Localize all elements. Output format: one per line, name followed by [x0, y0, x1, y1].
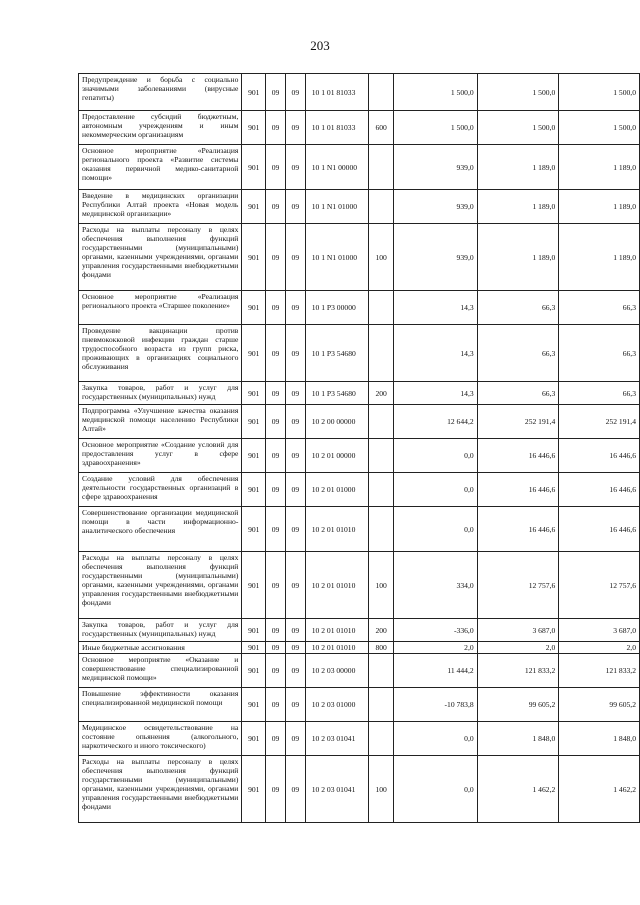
table-row	[79, 405, 640, 439]
cell-amount-3: 1 848,0	[559, 722, 640, 756]
cell-name: Подпрограмма «Улучшение качества оказания медицинской помощи населению Республики Алтай»	[79, 405, 242, 439]
cell-subsection: 09	[285, 291, 305, 325]
cell-target-article: 10 2 00 00000	[305, 405, 369, 439]
table-row	[79, 382, 640, 405]
cell-amount-2: 1 848,0	[477, 722, 559, 756]
cell-section: 09	[266, 688, 286, 722]
cell-expense-type: 800	[369, 642, 394, 654]
cell-admin-code: 901	[242, 642, 266, 654]
cell-amount-1: 12 644,2	[394, 405, 478, 439]
cell-amount-1: 0,0	[394, 756, 478, 823]
cell-amount-1: 14,3	[394, 291, 478, 325]
cell-admin-code: 901	[242, 722, 266, 756]
cell-subsection: 09	[285, 439, 305, 473]
cell-amount-1: 939,0	[394, 145, 478, 190]
cell-name: Иные бюджетные ассигнования	[79, 642, 242, 654]
cell-name: Основное мероприятие «Оказание и совершенствование специализированной медицинской помощи»	[79, 654, 242, 688]
cell-expense-type: 100	[369, 552, 394, 619]
cell-target-article: 10 1 01 81033	[305, 111, 369, 145]
cell-admin-code: 901	[242, 654, 266, 688]
cell-amount-2: 1 189,0	[477, 145, 559, 190]
cell-section: 09	[266, 325, 286, 382]
table-row	[79, 145, 640, 190]
table-row	[79, 552, 640, 619]
cell-section: 09	[266, 224, 286, 291]
cell-section: 09	[266, 405, 286, 439]
cell-section: 09	[266, 722, 286, 756]
cell-admin-code: 901	[242, 325, 266, 382]
cell-amount-1: 334,0	[394, 552, 478, 619]
cell-expense-type	[369, 473, 394, 507]
cell-admin-code: 901	[242, 756, 266, 823]
cell-section: 09	[266, 111, 286, 145]
cell-amount-3: 16 446,6	[559, 473, 640, 507]
cell-amount-3: 252 191,4	[559, 405, 640, 439]
table-row	[79, 619, 640, 642]
cell-amount-1: 0,0	[394, 507, 478, 552]
cell-amount-1: 14,3	[394, 325, 478, 382]
cell-amount-3: 1 189,0	[559, 190, 640, 224]
cell-expense-type	[369, 291, 394, 325]
cell-name: Введение в медицинских организации Республики Алтай проекта «Новая модель медицинской организации»	[79, 190, 242, 224]
cell-admin-code: 901	[242, 405, 266, 439]
cell-section: 09	[266, 507, 286, 552]
cell-section: 09	[266, 382, 286, 405]
cell-name: Основное мероприятие «Создание условий для предоставления услуг в сфере здравоохранения»	[79, 439, 242, 473]
table-row	[79, 642, 640, 654]
cell-name: Расходы на выплаты персоналу в целях обеспечения выполнения функций государственными (муниципальными) органами, казенными учреждениями, органами управления государственными внебюджетными фондами	[79, 552, 242, 619]
cell-amount-2: 16 446,6	[477, 473, 559, 507]
cell-target-article: 10 2 01 01010	[305, 507, 369, 552]
cell-amount-2: 1 500,0	[477, 111, 559, 145]
cell-section: 09	[266, 291, 286, 325]
cell-admin-code: 901	[242, 145, 266, 190]
cell-amount-3: 1 500,0	[559, 74, 640, 111]
cell-admin-code: 901	[242, 473, 266, 507]
cell-subsection: 09	[285, 405, 305, 439]
cell-target-article: 10 2 01 01010	[305, 642, 369, 654]
cell-amount-2: 66,3	[477, 325, 559, 382]
budget-table-body	[79, 74, 640, 823]
cell-amount-2: 66,3	[477, 291, 559, 325]
cell-amount-2: 16 446,6	[477, 439, 559, 473]
cell-amount-3: 2,0	[559, 642, 640, 654]
cell-expense-type	[369, 325, 394, 382]
cell-amount-1: -10 783,8	[394, 688, 478, 722]
cell-admin-code: 901	[242, 190, 266, 224]
cell-name: Основное мероприятие «Реализация регионального проекта «Развитие системы оказания первичной медико-санитарной помощи»	[79, 145, 242, 190]
cell-target-article: 10 1 N1 01000	[305, 224, 369, 291]
budget-table	[78, 73, 640, 823]
cell-expense-type	[369, 688, 394, 722]
cell-amount-1: 0,0	[394, 439, 478, 473]
cell-admin-code: 901	[242, 224, 266, 291]
cell-section: 09	[266, 552, 286, 619]
table-row	[79, 473, 640, 507]
cell-amount-2: 252 191,4	[477, 405, 559, 439]
cell-target-article: 10 2 01 01010	[305, 619, 369, 642]
cell-amount-1: 1 500,0	[394, 74, 478, 111]
cell-expense-type: 600	[369, 111, 394, 145]
cell-name: Предупреждение и борьба с социально значимыми заболеваниями (вирусные гепатиты)	[79, 74, 242, 111]
cell-target-article: 10 1 P3 54680	[305, 382, 369, 405]
cell-expense-type	[369, 439, 394, 473]
cell-section: 09	[266, 619, 286, 642]
cell-subsection: 09	[285, 224, 305, 291]
cell-subsection: 09	[285, 145, 305, 190]
cell-admin-code: 901	[242, 439, 266, 473]
cell-amount-3: 1 189,0	[559, 224, 640, 291]
page-number: 203	[310, 38, 330, 53]
cell-admin-code: 901	[242, 291, 266, 325]
cell-admin-code: 901	[242, 382, 266, 405]
cell-amount-2: 2,0	[477, 642, 559, 654]
cell-subsection: 09	[285, 722, 305, 756]
cell-name: Расходы на выплаты персоналу в целях обеспечения выполнения функций государственными (муниципальными) органами, казенными учреждениями, органами управления государственными внебюджетными фондами	[79, 756, 242, 823]
table-row	[79, 325, 640, 382]
cell-amount-1: 939,0	[394, 224, 478, 291]
cell-section: 09	[266, 642, 286, 654]
table-row	[79, 688, 640, 722]
cell-admin-code: 901	[242, 619, 266, 642]
cell-target-article: 10 2 03 01041	[305, 756, 369, 823]
cell-amount-3: 99 605,2	[559, 688, 640, 722]
cell-name: Расходы на выплаты персоналу в целях обеспечения выполнения функций государственными (муниципальными) органами, казенными учреждениями, органами управления государственными внебюджетными фондами	[79, 224, 242, 291]
cell-target-article: 10 1 P3 00000	[305, 291, 369, 325]
cell-amount-1: 0,0	[394, 473, 478, 507]
cell-amount-2: 1 189,0	[477, 190, 559, 224]
table-row	[79, 111, 640, 145]
cell-amount-3: 16 446,6	[559, 507, 640, 552]
cell-target-article: 10 1 N1 00000	[305, 145, 369, 190]
cell-expense-type	[369, 74, 394, 111]
cell-amount-2: 1 189,0	[477, 224, 559, 291]
cell-target-article: 10 2 03 00000	[305, 654, 369, 688]
cell-amount-2: 99 605,2	[477, 688, 559, 722]
cell-amount-3: 66,3	[559, 291, 640, 325]
cell-subsection: 09	[285, 190, 305, 224]
cell-amount-3: 1 189,0	[559, 145, 640, 190]
cell-name: Предоставление субсидий бюджетным, автономным учреждениям и иным некоммерческим организациям	[79, 111, 242, 145]
table-row	[79, 190, 640, 224]
cell-target-article: 10 2 03 01041	[305, 722, 369, 756]
table-row	[79, 439, 640, 473]
cell-name: Совершенствование организации медицинской помощи в части информационно-аналитического обеспечения	[79, 507, 242, 552]
cell-name: Повышение эффективности оказания специализированной медицинской помощи	[79, 688, 242, 722]
cell-amount-3: 66,3	[559, 382, 640, 405]
cell-amount-3: 1 462,2	[559, 756, 640, 823]
cell-subsection: 09	[285, 642, 305, 654]
cell-name: Закупка товаров, работ и услуг для государственных (муниципальных) нужд	[79, 619, 242, 642]
cell-amount-1: -336,0	[394, 619, 478, 642]
cell-admin-code: 901	[242, 552, 266, 619]
cell-subsection: 09	[285, 552, 305, 619]
cell-expense-type	[369, 190, 394, 224]
table-row	[79, 224, 640, 291]
cell-target-article: 10 1 N1 01000	[305, 190, 369, 224]
cell-amount-3: 3 687,0	[559, 619, 640, 642]
cell-subsection: 09	[285, 325, 305, 382]
cell-amount-1: 14,3	[394, 382, 478, 405]
cell-subsection: 09	[285, 619, 305, 642]
cell-amount-3: 12 757,6	[559, 552, 640, 619]
cell-name: Проведение вакцинации против пневмококковой инфекции граждан старше трудоспособного возраста из групп риска, проживающих в организациях социального обслуживания	[79, 325, 242, 382]
cell-subsection: 09	[285, 507, 305, 552]
cell-expense-type	[369, 405, 394, 439]
cell-amount-2: 1 500,0	[477, 74, 559, 111]
cell-subsection: 09	[285, 473, 305, 507]
table-row	[79, 722, 640, 756]
cell-amount-3: 1 500,0	[559, 111, 640, 145]
cell-name: Медицинское освидетельствование на состояние опьянения (алкогольного, наркотического и иного токсического)	[79, 722, 242, 756]
cell-subsection: 09	[285, 654, 305, 688]
cell-expense-type	[369, 507, 394, 552]
cell-section: 09	[266, 473, 286, 507]
cell-name: Создание условий для обеспечения деятельности государственных организаций в сфере здравоохранения	[79, 473, 242, 507]
cell-amount-1: 11 444,2	[394, 654, 478, 688]
cell-expense-type: 100	[369, 224, 394, 291]
cell-amount-1: 2,0	[394, 642, 478, 654]
table-row	[79, 291, 640, 325]
cell-subsection: 09	[285, 688, 305, 722]
cell-admin-code: 901	[242, 111, 266, 145]
cell-target-article: 10 1 01 81033	[305, 74, 369, 111]
cell-section: 09	[266, 190, 286, 224]
table-row	[79, 74, 640, 111]
cell-target-article: 10 2 01 00000	[305, 439, 369, 473]
table-row	[79, 756, 640, 823]
cell-amount-3: 16 446,6	[559, 439, 640, 473]
cell-name: Закупка товаров, работ и услуг для государственных (муниципальных) нужд	[79, 382, 242, 405]
cell-section: 09	[266, 654, 286, 688]
cell-amount-1: 1 500,0	[394, 111, 478, 145]
cell-expense-type: 200	[369, 382, 394, 405]
cell-section: 09	[266, 74, 286, 111]
cell-target-article: 10 1 P3 54680	[305, 325, 369, 382]
cell-amount-2: 16 446,6	[477, 507, 559, 552]
cell-amount-1: 939,0	[394, 190, 478, 224]
cell-amount-2: 3 687,0	[477, 619, 559, 642]
cell-amount-3: 121 833,2	[559, 654, 640, 688]
cell-name: Основное мероприятие «Реализация регионального проекта «Старшее поколение»	[79, 291, 242, 325]
cell-subsection: 09	[285, 111, 305, 145]
cell-amount-2: 1 462,2	[477, 756, 559, 823]
cell-expense-type: 200	[369, 619, 394, 642]
cell-section: 09	[266, 145, 286, 190]
cell-section: 09	[266, 439, 286, 473]
cell-section: 09	[266, 756, 286, 823]
cell-expense-type	[369, 145, 394, 190]
cell-admin-code: 901	[242, 688, 266, 722]
cell-amount-2: 121 833,2	[477, 654, 559, 688]
cell-target-article: 10 2 01 01000	[305, 473, 369, 507]
cell-expense-type	[369, 654, 394, 688]
cell-expense-type	[369, 722, 394, 756]
cell-amount-1: 0,0	[394, 722, 478, 756]
cell-target-article: 10 2 03 01000	[305, 688, 369, 722]
cell-admin-code: 901	[242, 74, 266, 111]
cell-subsection: 09	[285, 382, 305, 405]
cell-amount-3: 66,3	[559, 325, 640, 382]
table-row	[79, 507, 640, 552]
cell-admin-code: 901	[242, 507, 266, 552]
cell-subsection: 09	[285, 756, 305, 823]
cell-subsection: 09	[285, 74, 305, 111]
cell-amount-2: 12 757,6	[477, 552, 559, 619]
table-row	[79, 654, 640, 688]
cell-expense-type: 100	[369, 756, 394, 823]
cell-target-article: 10 2 01 01010	[305, 552, 369, 619]
cell-amount-2: 66,3	[477, 382, 559, 405]
